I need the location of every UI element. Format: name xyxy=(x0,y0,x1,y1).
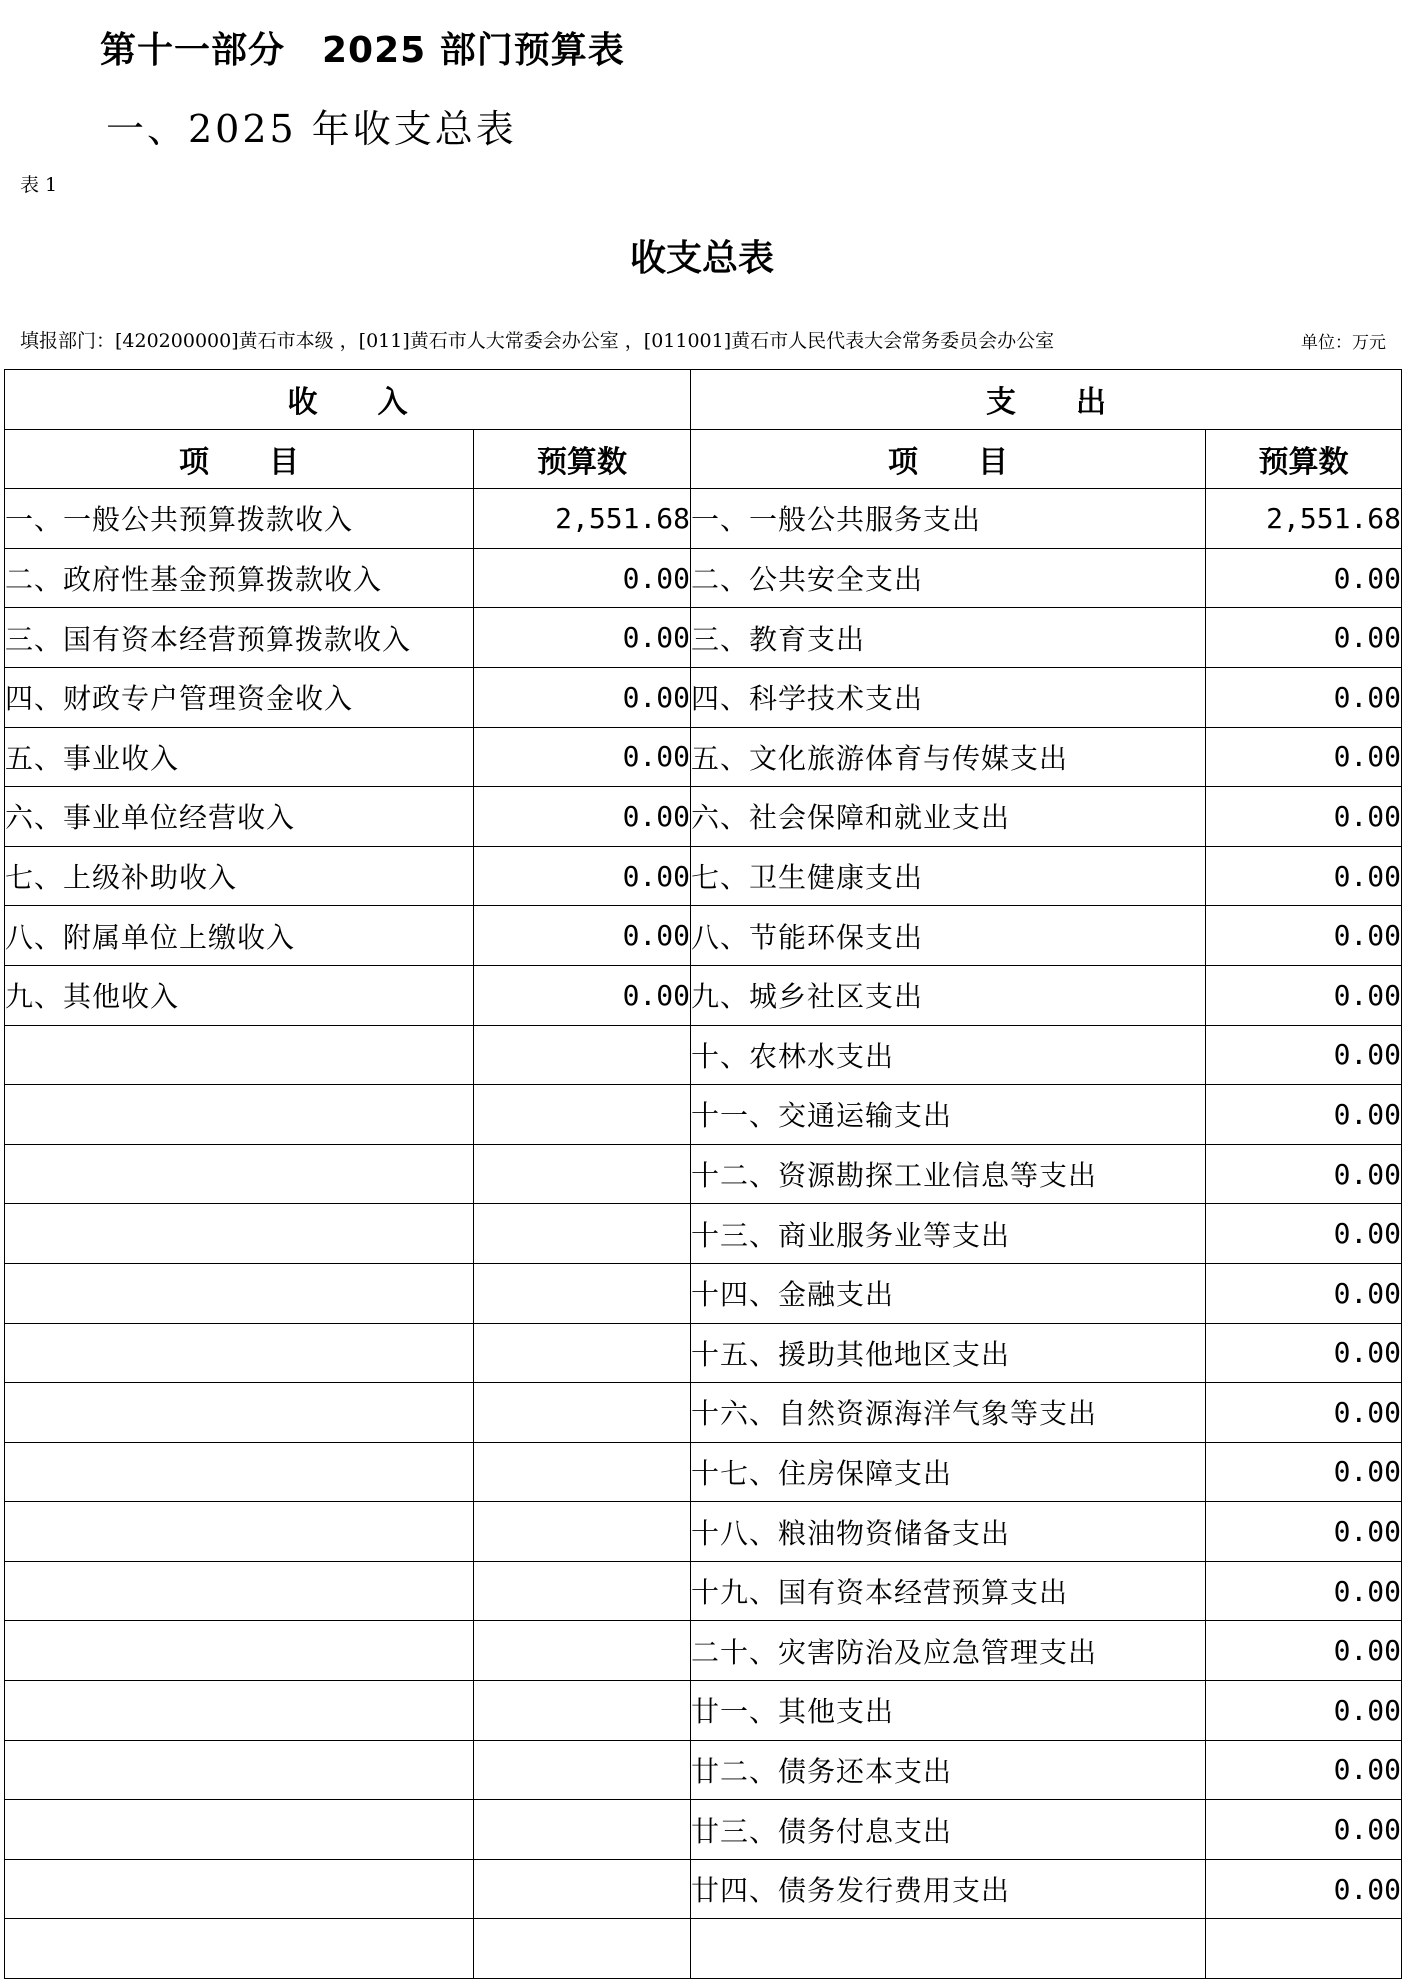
expense-item-cell: 十、农林水支出 xyxy=(691,1025,1206,1085)
expense-item-cell xyxy=(691,1919,1206,1979)
expense-amount-cell: 0.00 xyxy=(1206,846,1402,906)
expense-item-cell: 廿二、债务还本支出 xyxy=(691,1740,1206,1800)
expense-amount-cell: 0.00 xyxy=(1206,965,1402,1025)
column-header-row xyxy=(5,429,1402,489)
income-item-cell: 三、国有资本经营预算拨款收入 xyxy=(5,608,474,668)
expense-amount-cell: 0.00 xyxy=(1206,1561,1402,1621)
income-amount-cell xyxy=(474,1740,691,1800)
expense-amount-header: 预算数 xyxy=(1206,429,1402,489)
expense-amount-cell: 0.00 xyxy=(1206,667,1402,727)
income-item-cell: 七、上级补助收入 xyxy=(5,846,474,906)
expense-item-cell: 十九、国有资本经营预算支出 xyxy=(691,1561,1206,1621)
income-amount-cell: 0.00 xyxy=(474,727,691,787)
income-amount-cell xyxy=(474,1323,691,1383)
income-amount-cell: 0.00 xyxy=(474,787,691,847)
expense-amount-cell: 0.00 xyxy=(1206,1502,1402,1562)
table-row xyxy=(5,1859,1402,1919)
expense-item-cell: 三、教育支出 xyxy=(691,608,1206,668)
table-row xyxy=(5,1323,1402,1383)
budget-summary-table xyxy=(4,369,1402,1979)
income-amount-cell: 0.00 xyxy=(474,846,691,906)
table-row xyxy=(5,548,1402,608)
expense-amount-cell: 0.00 xyxy=(1206,1740,1402,1800)
expense-item-cell: 四、科学技术支出 xyxy=(691,667,1206,727)
table-row xyxy=(5,1621,1402,1681)
income-amount-cell xyxy=(474,1621,691,1681)
income-amount-cell xyxy=(474,1919,691,1979)
expense-item-cell: 八、节能环保支出 xyxy=(691,906,1206,966)
expense-amount-cell: 0.00 xyxy=(1206,548,1402,608)
expense-amount-cell: 0.00 xyxy=(1206,727,1402,787)
group-header-row xyxy=(5,370,1402,430)
income-amount-cell xyxy=(474,1025,691,1085)
income-item-cell: 五、事业收入 xyxy=(5,727,474,787)
expense-amount-cell: 0.00 xyxy=(1206,1085,1402,1145)
income-item-cell xyxy=(5,1561,474,1621)
table-row xyxy=(5,1204,1402,1264)
expense-item-cell: 二、公共安全支出 xyxy=(691,548,1206,608)
table-row xyxy=(5,1263,1402,1323)
income-amount-cell: 0.00 xyxy=(474,965,691,1025)
table-row xyxy=(5,1919,1402,1979)
table-row xyxy=(5,787,1402,847)
income-amount-cell: 0.00 xyxy=(474,906,691,966)
expense-amount-cell: 0.00 xyxy=(1206,1204,1402,1264)
expense-item-cell: 十三、商业服务业等支出 xyxy=(691,1204,1206,1264)
table-title: 收支总表 xyxy=(629,238,774,279)
expense-item-cell: 廿三、债务付息支出 xyxy=(691,1800,1206,1860)
table-row xyxy=(5,1561,1402,1621)
income-item-cell xyxy=(5,1621,474,1681)
expense-item-cell: 九、城乡社区支出 xyxy=(691,965,1206,1025)
expense-item-cell: 十七、住房保障支出 xyxy=(691,1442,1206,1502)
income-item-cell xyxy=(5,1144,474,1204)
income-item-cell: 六、事业单位经营收入 xyxy=(5,787,474,847)
table-row xyxy=(5,906,1402,966)
table-row xyxy=(5,1800,1402,1860)
expense-item-cell: 十六、自然资源海洋气象等支出 xyxy=(691,1383,1206,1443)
table-row xyxy=(5,608,1402,668)
income-item-cell xyxy=(5,1204,474,1264)
income-amount-cell: 0.00 xyxy=(474,667,691,727)
income-amount-cell xyxy=(474,1263,691,1323)
expense-amount-cell: 0.00 xyxy=(1206,1859,1402,1919)
table-row xyxy=(5,1502,1402,1562)
income-amount-cell xyxy=(474,1681,691,1741)
income-item-cell: 四、财政专户管理资金收入 xyxy=(5,667,474,727)
income-item-cell: 二、政府性基金预算拨款收入 xyxy=(5,548,474,608)
income-item-cell: 一、一般公共预算拨款收入 xyxy=(5,489,474,549)
budget-table-body xyxy=(5,489,1402,1979)
expense-item-cell: 六、社会保障和就业支出 xyxy=(691,787,1206,847)
expense-item-cell: 十八、粮油物资储备支出 xyxy=(691,1502,1206,1562)
expense-item-header: 项 目 xyxy=(691,429,1206,489)
expense-item-cell: 七、卫生健康支出 xyxy=(691,846,1206,906)
income-amount-cell xyxy=(474,1859,691,1919)
expense-item-cell: 廿四、债务发行费用支出 xyxy=(691,1859,1206,1919)
table-row xyxy=(5,489,1402,549)
unit-label: 单位：万元 xyxy=(1301,333,1386,353)
expense-amount-cell: 0.00 xyxy=(1206,1144,1402,1204)
table-row xyxy=(5,1025,1402,1085)
table-row xyxy=(5,1383,1402,1443)
expense-amount-cell: 0.00 xyxy=(1206,1025,1402,1085)
expense-item-cell: 十四、金融支出 xyxy=(691,1263,1206,1323)
income-item-cell xyxy=(5,1025,474,1085)
table-number: 表 1 xyxy=(20,174,58,196)
income-amount-cell xyxy=(474,1561,691,1621)
income-amount-header: 预算数 xyxy=(474,429,691,489)
income-amount-cell xyxy=(474,1204,691,1264)
income-item-cell xyxy=(5,1502,474,1562)
income-group-header: 收 入 xyxy=(5,370,691,430)
expense-item-cell: 一、一般公共服务支出 xyxy=(691,489,1206,549)
income-item-header: 项 目 xyxy=(5,429,474,489)
income-amount-cell: 0.00 xyxy=(474,608,691,668)
income-item-cell xyxy=(5,1442,474,1502)
income-item-cell xyxy=(5,1263,474,1323)
income-item-cell xyxy=(5,1323,474,1383)
table-row xyxy=(5,1681,1402,1741)
table-row xyxy=(5,1144,1402,1204)
income-item-cell xyxy=(5,1859,474,1919)
section-title: 一、2025 年收支总表 xyxy=(106,107,517,151)
expense-group-header: 支 出 xyxy=(691,370,1402,430)
expense-item-cell: 十一、交通运输支出 xyxy=(691,1085,1206,1145)
income-amount-cell xyxy=(474,1144,691,1204)
expense-amount-cell: 0.00 xyxy=(1206,906,1402,966)
income-item-cell xyxy=(5,1919,474,1979)
expense-amount-cell: 0.00 xyxy=(1206,787,1402,847)
table-row xyxy=(5,846,1402,906)
reporting-department: 填报部门：[420200000]黄石市本级 ，[011]黄石市人大常委会办公室 ，[011001]黄石市人民代表大会常务委员会办公室 xyxy=(20,330,1055,352)
expense-amount-cell: 2,551.68 xyxy=(1206,489,1402,549)
income-amount-cell xyxy=(474,1800,691,1860)
expense-item-cell: 廿一、其他支出 xyxy=(691,1681,1206,1741)
expense-item-cell: 十二、资源勘探工业信息等支出 xyxy=(691,1144,1206,1204)
expense-item-cell: 二十、灾害防治及应急管理支出 xyxy=(691,1621,1206,1681)
expense-amount-cell: 0.00 xyxy=(1206,1442,1402,1502)
expense-item-cell: 十五、援助其他地区支出 xyxy=(691,1323,1206,1383)
table-row xyxy=(5,727,1402,787)
expense-amount-cell: 0.00 xyxy=(1206,608,1402,668)
expense-amount-cell xyxy=(1206,1919,1402,1979)
income-item-cell xyxy=(5,1681,474,1741)
expense-item-cell: 五、文化旅游体育与传媒支出 xyxy=(691,727,1206,787)
income-amount-cell xyxy=(474,1502,691,1562)
income-item-cell xyxy=(5,1740,474,1800)
expense-amount-cell: 0.00 xyxy=(1206,1681,1402,1741)
expense-amount-cell: 0.00 xyxy=(1206,1800,1402,1860)
table-row xyxy=(5,1085,1402,1145)
income-item-cell xyxy=(5,1085,474,1145)
table-row xyxy=(5,1740,1402,1800)
income-item-cell xyxy=(5,1383,474,1443)
income-item-cell xyxy=(5,1800,474,1860)
expense-amount-cell: 0.00 xyxy=(1206,1263,1402,1323)
table-row xyxy=(5,1442,1402,1502)
income-amount-cell xyxy=(474,1383,691,1443)
income-item-cell: 九、其他收入 xyxy=(5,965,474,1025)
income-amount-cell: 0.00 xyxy=(474,548,691,608)
income-amount-cell xyxy=(474,1442,691,1502)
expense-amount-cell: 0.00 xyxy=(1206,1323,1402,1383)
income-amount-cell xyxy=(474,1085,691,1145)
income-amount-cell: 2,551.68 xyxy=(474,489,691,549)
table-row xyxy=(5,667,1402,727)
income-item-cell: 八、附属单位上缴收入 xyxy=(5,906,474,966)
table-row xyxy=(5,965,1402,1025)
expense-amount-cell: 0.00 xyxy=(1206,1383,1402,1443)
part-title: 第十一部分 2025 部门预算表 xyxy=(100,30,625,71)
expense-amount-cell: 0.00 xyxy=(1206,1621,1402,1681)
